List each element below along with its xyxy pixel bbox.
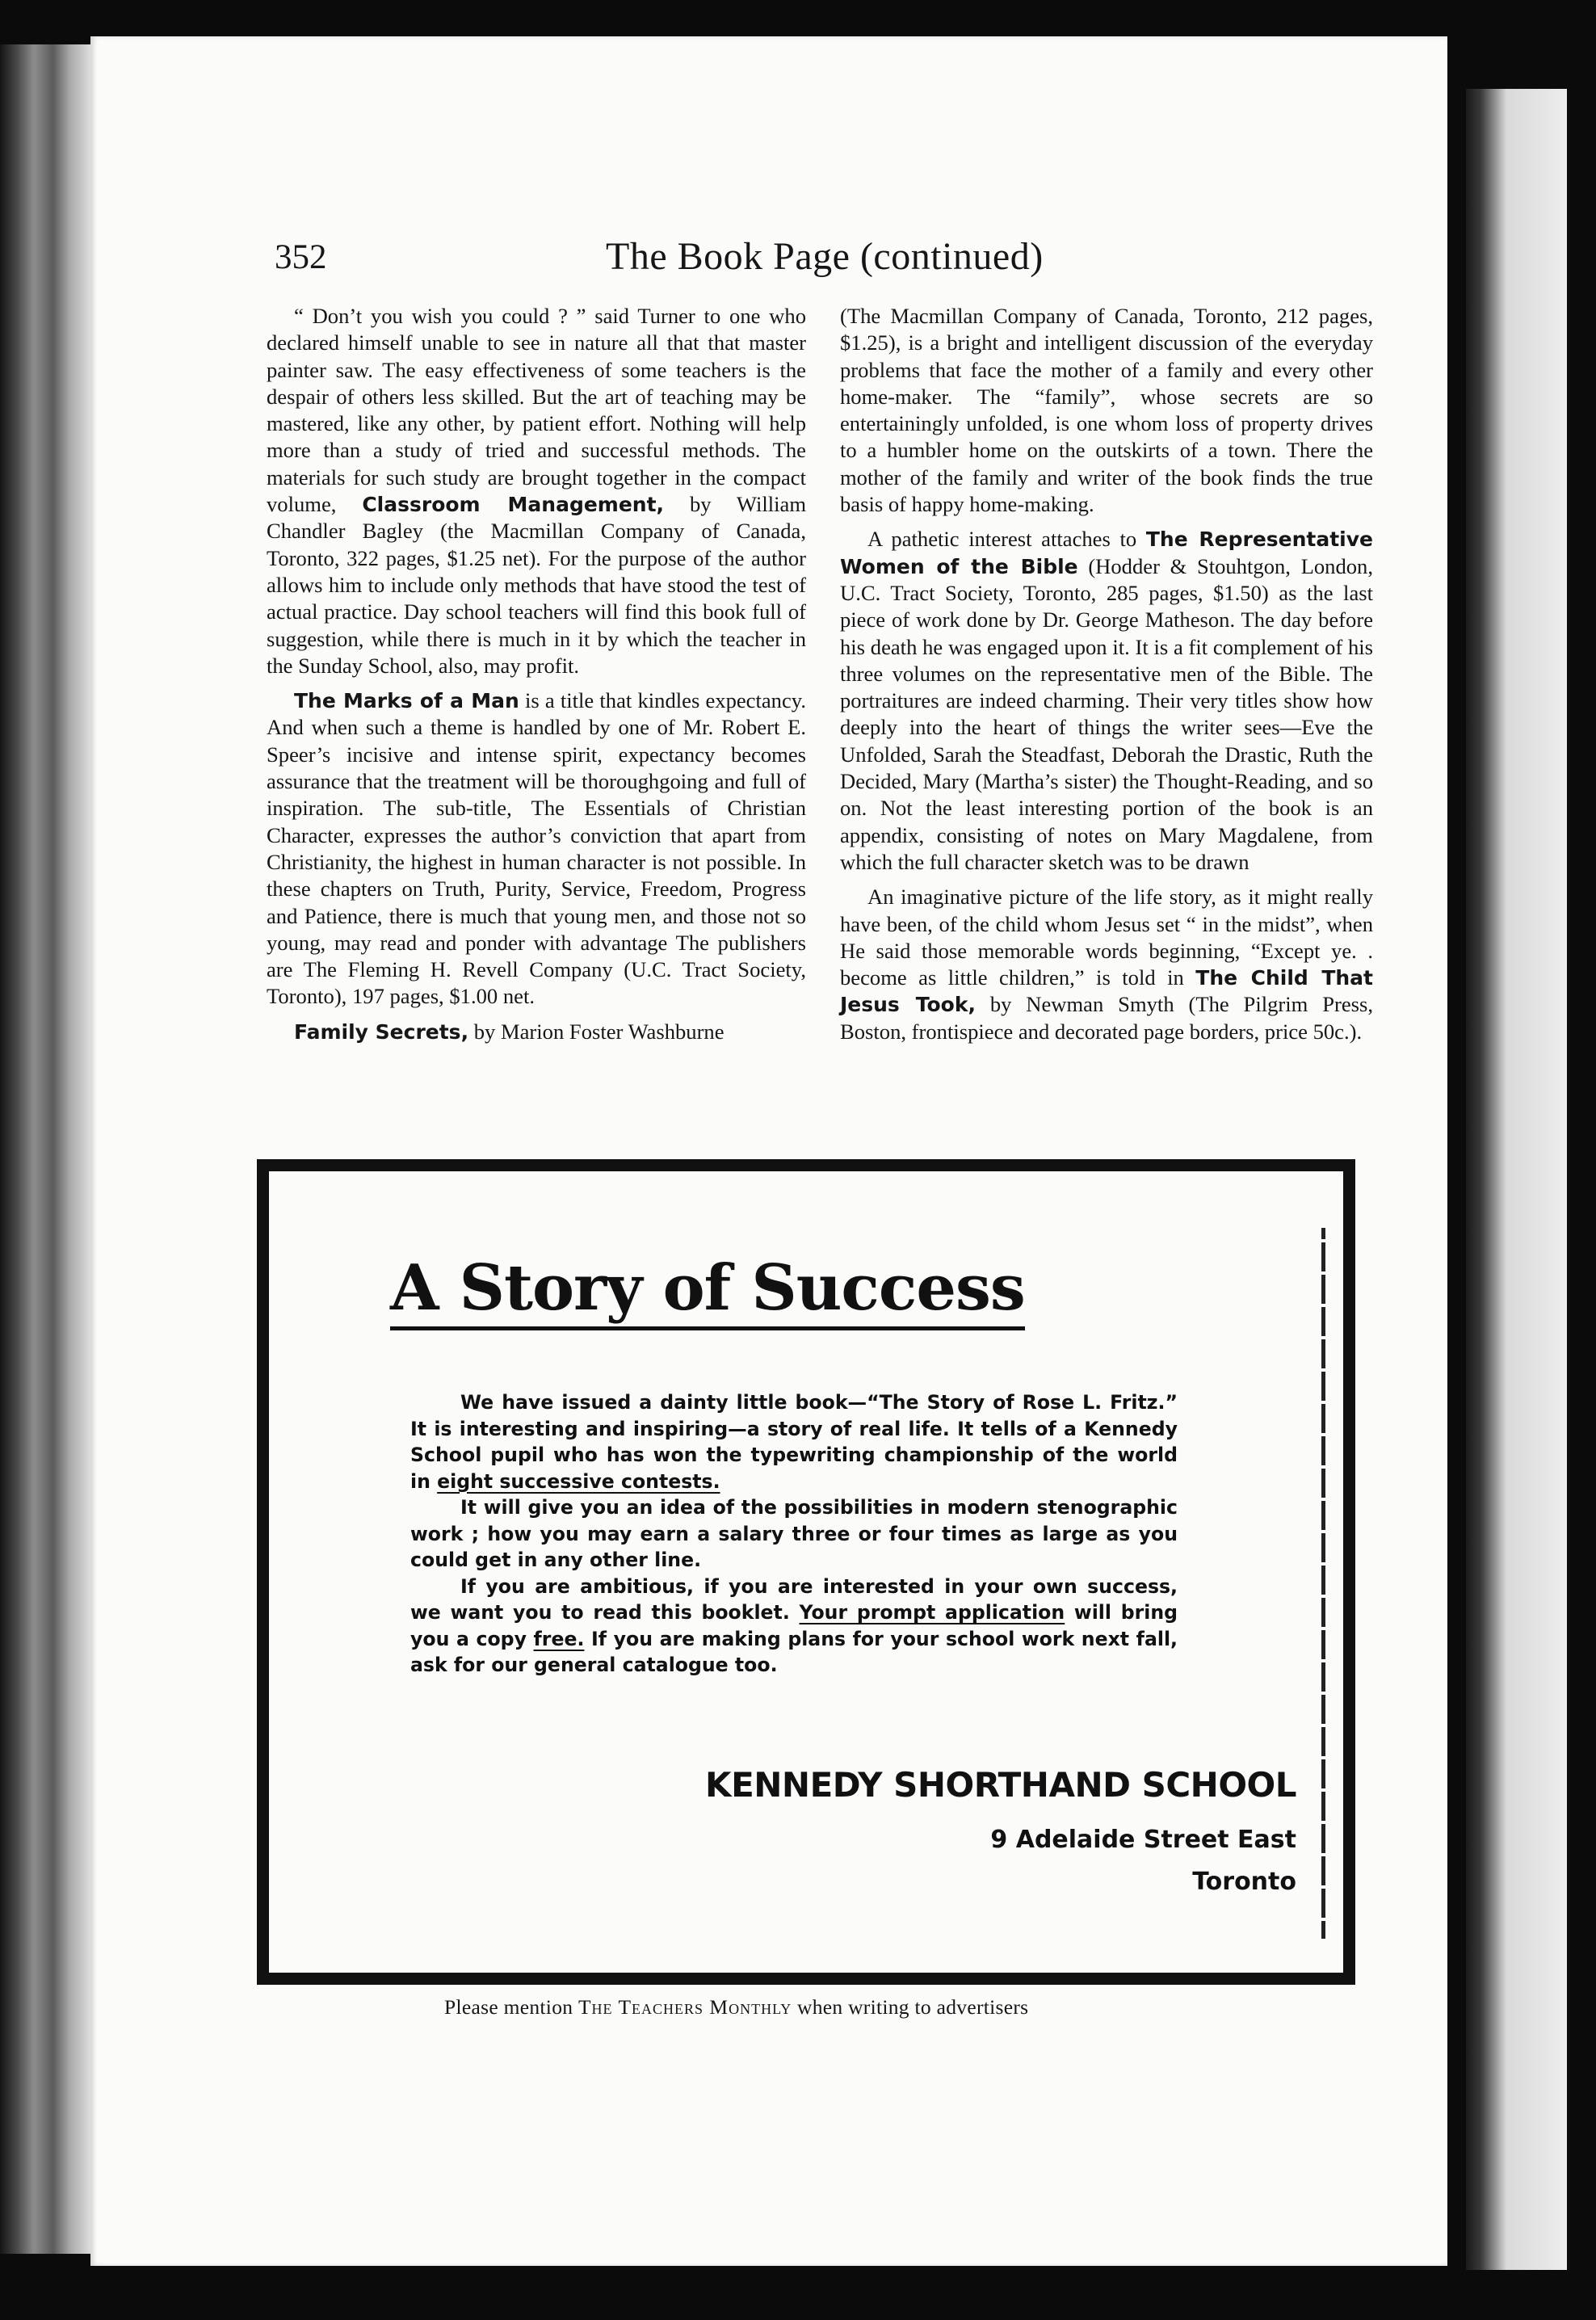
advertisement-box xyxy=(257,1159,1355,1985)
ad-paragraph: We have issued a dainty little book—“The Story of Rose L. Fritz.” It is interesting and inspiring—a story of real life. It tells of a Kennedy School pupil who has won the typewriting championship of the world in eight successive contests. xyxy=(410,1391,1178,1493)
review-marks-of-a-man: The Marks of a Man is a title that kindles expectancy. And when such a theme is handled by one of Mr. Robert E. Speer’s incisive and intense spirit, expectancy becomes assurance that the treatment will be thoroughgoing and full of inspiration. The sub-title, The Essentials of Christian Character, expresses the author’s conviction that apart from Christianity, the highest in human character is not possible. In these chapters on Truth, Purity, Service, Freedom, Progress and Patience, there is much that young men, and those not so young, may read and ponder with advantage The publishers are The Fleming H. Revell Company (U.C. Tract Society, Toronto), 197 pages, $1.00 net. xyxy=(267,688,806,1009)
right-column xyxy=(840,303,1373,1045)
page-header xyxy=(178,234,1381,299)
decorative-rule xyxy=(1321,1228,1325,1939)
review-representative-women: A pathetic interest attaches to The Representative Women of the Bible (Hodder & Stouhtgon, London, U.C. Tract Society, Toronto, 285 pages, $1.50) as the last piece of work done by Dr. George Matheson. The day before his death he was engaged upon it. It is a fit complement of his three volumes on the representative men of the Bible. The portraitures are indeed charming. Their very titles show how deeply into the heart of things the writer sees—Eve the Unfolded, Sarah the Steadfast, Deborah the Drastic, Ruth the Decided, Mary (Martha’s sister) the Thought-Reading, and so on. Not the least interesting portion of the book is an appendix, consisting of notes on Mary Magdalene, from which the full character sketch was to be drawn xyxy=(840,527,1374,874)
book-title: The Child That Jesus Took, xyxy=(840,966,1373,1017)
review-family-secrets-cont: (The Macmillan Company of Canada, Toronto, 212 pages, $1.25), is a bright and intelligent discussion of the everyday problems that face the mother of a family and every other home-maker. The “family”, whose secrets are so entertainingly unfolded, is one whom loss of property drives to a humbler home on the outskirts of a town. There the mother of the family and writer of the book finds the true basis of happy home-making. xyxy=(840,304,1373,517)
school-name: KENNEDY SHORTHAND SCHOOL xyxy=(705,1765,1296,1805)
book-title: Family Secrets, xyxy=(294,1019,469,1044)
next-page-edge xyxy=(1466,89,1567,2270)
review-family-secrets: Family Secrets, by Marion Foster Washburne xyxy=(294,1019,724,1044)
ad-body xyxy=(410,1389,1178,1679)
review-child-jesus-took: An imaginative picture of the life story, as it might really have been, of the child whom Jesus set “ in the midst”, when He said those memorable words beginning, “Except ye. . become as little children,” is told in The Child That Jesus Took, by Newman Smyth (The Pilgrim Press, Boston, frontispiece and decorated page borders, price 50c.). xyxy=(840,885,1373,1044)
school-city: Toronto xyxy=(1192,1868,1296,1896)
ad-headline: A Story of Success xyxy=(390,1252,1025,1330)
ad-paragraph: If you are ambitious, if you are interested in your own success, we want you to read this booklet. Your prompt application will bring you a copy free. If you are making plans for your school work next fall, ask for our general catalogue too. xyxy=(410,1574,1178,1676)
left-column xyxy=(267,303,806,1045)
page-number: 352 xyxy=(275,238,327,276)
ad-paragraph: It will give you an idea of the possibilities in modern stenographic work ; how you may earn a salary three or four times as large as you could get in any other line. xyxy=(410,1496,1178,1571)
book-title: Classroom Management, xyxy=(362,493,665,517)
book-title: The Representative Women of the Bible xyxy=(840,527,1374,578)
page-footer: Please mention The Teachers Monthly when writing to advertisers xyxy=(444,1995,1029,2019)
school-address: 9 Adelaide Street East xyxy=(990,1826,1296,1854)
running-head: The Book Page (continued) xyxy=(606,235,1044,278)
book-binding-edge xyxy=(0,44,97,2254)
review-classroom-management: “ Don’t you wish you could ? ” said Turner to one who declared himself unable to see in nature all that that master painter saw. The easy effectiveness of some teachers is the despair of others less skilled. But the art of teaching may be mastered, like any other, by patient effort. Nothing will help more than a study of tried and successful methods. The materials for such study are brought together in the compact volume, Classroom Management, by William Chandler Bagley (the Macmillan Company of Canada, Toronto, 322 pages, $1.25 net). For the purpose of the author allows him to include only methods that have stood the test of actual practice. Day school teachers will find this book full of suggestion, while there is much in it by which the teacher in the Sunday School, also, may profit. xyxy=(267,304,807,678)
book-title: The Marks of a Man xyxy=(294,689,519,713)
magazine-name: The Teachers Monthly xyxy=(578,1995,792,2019)
